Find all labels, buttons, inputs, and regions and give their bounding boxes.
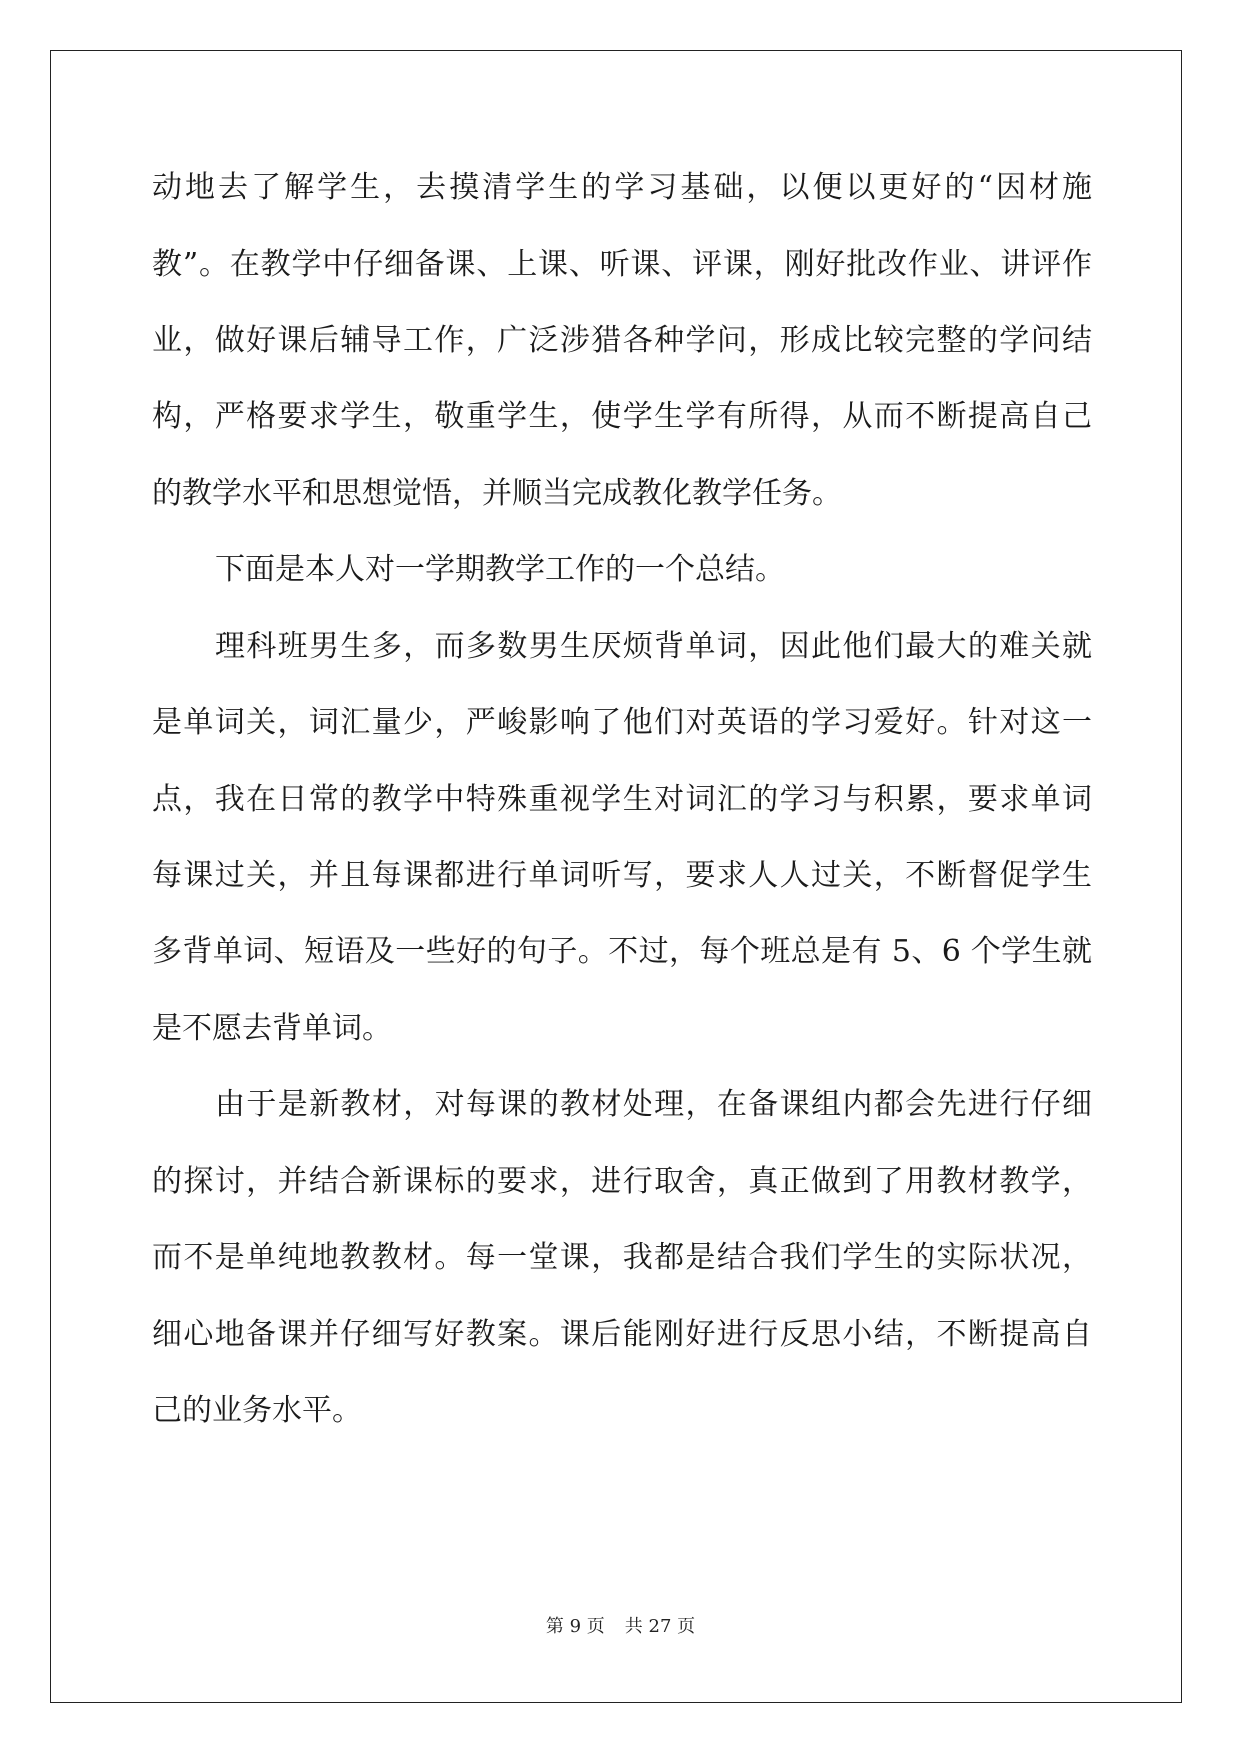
body-line: 业，做好课后辅导工作，广泛涉猎各种学问，形成比较完整的学问结 [152,323,1092,358]
body-line: 理科班男生多，而多数男生厌烦背单词，因此他们最大的难关就 [215,629,1092,664]
body-line: 的教学水平和思想觉悟，并顺当完成教化教学任务。 [152,476,842,511]
body-line: 而不是单纯地教教材。每一堂课，我都是结合我们学生的实际状况， [152,1240,1092,1275]
body-line: 是单词关，词汇量少，严峻影响了他们对英语的学习爱好。针对这一 [152,705,1092,740]
body-line: 的探讨，并结合新课标的要求，进行取舍，真正做到了用教材教学， [152,1164,1092,1199]
page-number: 第 9 页 [545,1616,605,1637]
body-line: 每课过关，并且每课都进行单词听写，要求人人过关，不断督促学生 [152,858,1092,893]
page-total: 共 27 页 [624,1616,696,1637]
body-line: 下面是本人对一学期教学工作的一个总结。 [215,552,785,587]
body-line: 点，我在日常的教学中特殊重视学生对词汇的学习与积累，要求单词 [152,782,1092,817]
body-line: 己的业务水平。 [152,1393,362,1428]
body-line: 构，严格要求学生，敬重学生，使学生学有所得，从而不断提高自己 [152,399,1092,434]
body-line: 多背单词、短语及一些好的句子。不过，每个班总是有 5、6 个学生就 [152,934,1092,969]
body-line: 由于是新教材，对每课的教材处理，在备课组内都会先进行仔细 [215,1087,1092,1122]
body-line: 是不愿去背单词。 [152,1011,392,1046]
page-footer [0,1615,1241,1639]
body-line: 教”。在教学中仔细备课、上课、听课、评课，刚好批改作业、讲评作 [152,247,1092,282]
body-line: 动地去了解学生，去摸清学生的学习基础，以便以更好的“因材施 [152,170,1092,205]
body-line: 细心地备课并仔细写好教案。课后能刚好进行反思小结，不断提高自 [152,1317,1092,1352]
